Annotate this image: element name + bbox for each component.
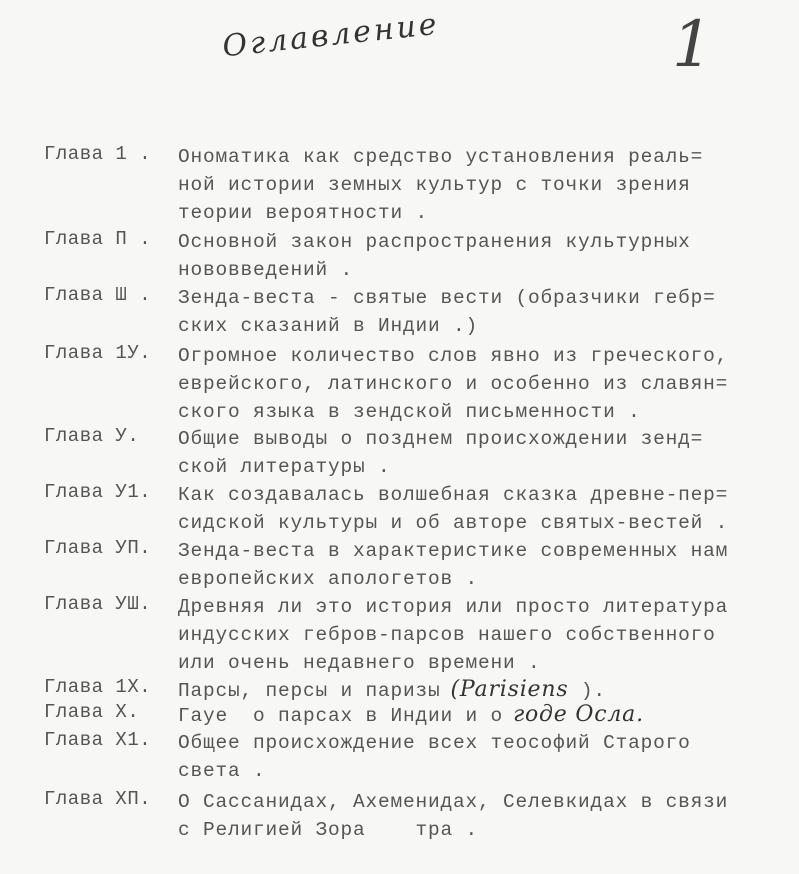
chapter-title-line (178, 228, 691, 256)
chapter-title-line (178, 537, 728, 565)
chapter-title-line (178, 701, 644, 729)
chapter-title-line (178, 509, 728, 537)
typed-text: О Сассанидах, Ахеменидах, Селевкидах в связи (178, 791, 729, 813)
chapter-title-line (178, 398, 728, 426)
chapter-label: Глава Х. (44, 701, 140, 723)
chapter-label: Глава П . (44, 228, 152, 250)
chapter-label: Глава Ш . (44, 284, 152, 306)
chapter-title-line (178, 342, 728, 370)
chapter-title-line (178, 481, 728, 509)
chapter-title-line (178, 621, 728, 649)
typed-text: с Религией Зора тра . (178, 819, 479, 841)
typed-text: Основной закон распространения культурных (178, 231, 691, 253)
typed-text: Гауе о парсах в Индии и о (178, 705, 504, 727)
chapter-label: Глава УШ. (44, 593, 152, 615)
page-number: 1 (672, 8, 713, 82)
chapter-label: Глава УП. (44, 537, 152, 559)
typed-text: ской литературы . (178, 456, 391, 478)
typed-text: ). (568, 680, 606, 702)
typed-text: индусских гебров-парсов нашего собственного (178, 624, 716, 646)
typed-text: Как создавалась волшебная сказка древне-пер= (178, 484, 729, 506)
typed-text: ского языка в зендской письменности . (178, 401, 641, 423)
chapter-title-line (178, 370, 728, 398)
typed-text: Зенда-веста - святые вести (образчики гебр= (178, 287, 716, 309)
typed-text: еврейского, латинского и особенно из славян= (178, 373, 729, 395)
chapter-title-line (178, 757, 691, 785)
handwritten-annotation: годе Осла. (513, 702, 644, 727)
chapter-title-line (178, 425, 703, 453)
chapter-title-line (178, 312, 716, 340)
typed-text: ной истории земных культур с точки зрения (178, 174, 691, 196)
typed-text: Древняя ли это история или просто литература (178, 596, 729, 618)
chapter-label: Глава 1У. (44, 342, 152, 364)
chapter-label: Глава У1. (44, 481, 152, 503)
chapter-title-line (178, 676, 606, 704)
chapter-label: Глава Х1. (44, 729, 152, 751)
typed-text: Огромное количество слов явно из греческого, (178, 345, 729, 367)
chapter-title-line (178, 816, 728, 844)
typed-text: ских сказаний в Индии .) (178, 315, 479, 337)
chapter-label: Глава 1 . (44, 143, 152, 165)
typed-text: Ономатика как средство установления реаль= (178, 146, 704, 168)
chapter-title-line (178, 565, 728, 593)
chapter-title-line (178, 284, 716, 312)
chapter-title-line (178, 199, 703, 227)
typed-text: света . (178, 760, 266, 782)
typed-text: европейских апологетов . (178, 568, 479, 590)
chapter-label: Глава У. (44, 425, 140, 447)
chapter-title-line (178, 788, 728, 816)
chapter-label: Глава ХП. (44, 788, 152, 810)
typed-text: Зенда-веста в характеристике современных нам (178, 540, 729, 562)
handwritten-heading: Оглавление (220, 6, 442, 65)
typed-text: теории вероятности . (178, 202, 429, 224)
chapter-title-line (178, 256, 691, 284)
typed-text: Общие выводы о позднем происхождении зенд= (178, 428, 704, 450)
chapter-title-line (178, 729, 691, 757)
chapter-title-line (178, 649, 728, 677)
chapter-title-line (178, 143, 703, 171)
typed-text: Парсы, персы и паризы (178, 680, 441, 702)
chapter-title-line (178, 593, 728, 621)
chapter-label: Глава 1Х. (44, 676, 152, 698)
handwritten-annotation: (Parisiens (450, 677, 569, 702)
typed-text: сидской культуры и об авторе святых-вестей . (178, 512, 729, 534)
chapter-title-line (178, 171, 703, 199)
typed-text: нововведений . (178, 259, 354, 281)
chapter-title-line (178, 453, 703, 481)
typed-text: Общее происхождение всех теософий Старого (178, 732, 691, 754)
typed-text: или очень недавнего времени . (178, 652, 541, 674)
